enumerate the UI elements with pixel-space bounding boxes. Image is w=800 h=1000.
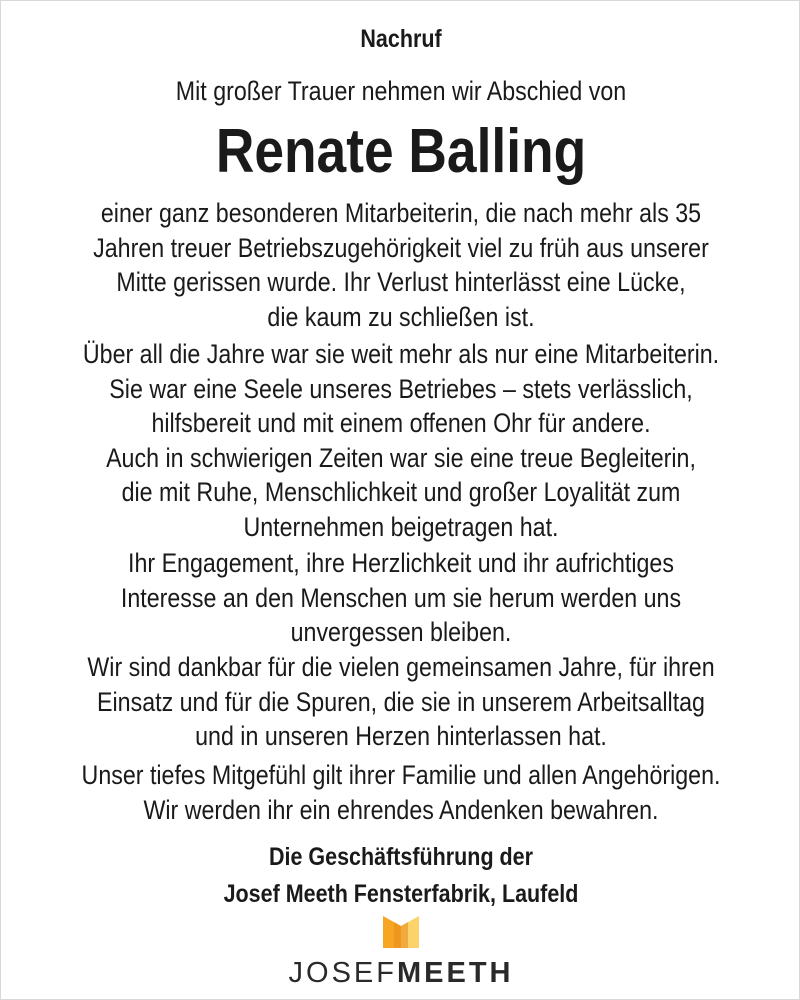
signature-block: [1, 839, 800, 913]
paragraph-4: [1, 650, 800, 754]
paragraph-line: Mitte gerissen wurde. Ihr Verlust hinterlässt eine Lücke,: [116, 267, 686, 297]
paragraph-line: Interesse an den Menschen um sie herum werden uns: [120, 582, 682, 613]
paragraph-line: Unser tiefes Mitgefühl gilt ihrer Familie und allen Angehörigen.: [81, 760, 721, 790]
notice-heading: Nachruf: [360, 25, 442, 53]
paragraph-line: Sie war eine Seele unseres Betriebes – stets verlässlich,: [109, 373, 693, 404]
paragraph-line: Ihr Engagement, ihre Herzlichkeit und ihr aufrichtiges: [128, 548, 674, 578]
paragraph-line: Unternehmen beigetragen hat.: [243, 511, 559, 542]
company-wordmark: [1, 956, 800, 990]
paragraph-line: Über all die Jahre war sie weit mehr als nur eine Mitarbeiterin.: [82, 339, 720, 369]
logo-center: [394, 922, 408, 948]
paragraph-line: Einsatz und für die Spuren, die sie in unserem Arbeitsalltag: [97, 686, 705, 717]
paragraph-line: einer ganz besonderen Mitarbeiterin, die nach mehr als 35: [100, 198, 702, 228]
paragraph-line: unvergessen bleiben.: [290, 617, 512, 647]
paragraph-line: Wir werden ihr ein ehrendes Andenken bewahren.: [143, 794, 659, 825]
paragraph-line: die kaum zu schließen ist.: [267, 301, 535, 332]
paragraph-1: [1, 196, 800, 334]
signature-line: Josef Meeth Fensterfabrik, Laufeld: [223, 880, 579, 908]
wordmark-light: JOSEF: [288, 957, 397, 989]
paragraph-line: Auch in schwierigen Zeiten war sie eine treue Begleiterin,: [106, 442, 696, 473]
paragraph-3: [1, 546, 800, 650]
paragraph-line: Wir sind dankbar für die vielen gemeinsamen Jahre, für ihren: [87, 652, 715, 682]
signature-line: Die Geschäftsführung der: [268, 843, 534, 871]
deceased-name: Renate Balling: [215, 117, 587, 186]
paragraph-line: die mit Ruhe, Menschlichkeit und großer Loyalität zum: [121, 477, 681, 507]
paragraph-line: hilfsbereit und mit einem offenen Ohr für andere.: [151, 408, 651, 438]
paragraph-line: Jahren treuer Betriebszugehörigkeit viel zu früh aus unserer: [93, 232, 709, 263]
paragraph-2: [1, 337, 800, 544]
notice-intro: Mit großer Trauer nehmen wir Abschied von: [175, 76, 627, 106]
window-wings-logo-icon: [381, 914, 421, 950]
wordmark-bold: MEETH: [396, 957, 514, 989]
paragraph-line: und in unseren Herzen hinterlassen hat.: [195, 721, 607, 751]
paragraph-5: [1, 758, 800, 827]
